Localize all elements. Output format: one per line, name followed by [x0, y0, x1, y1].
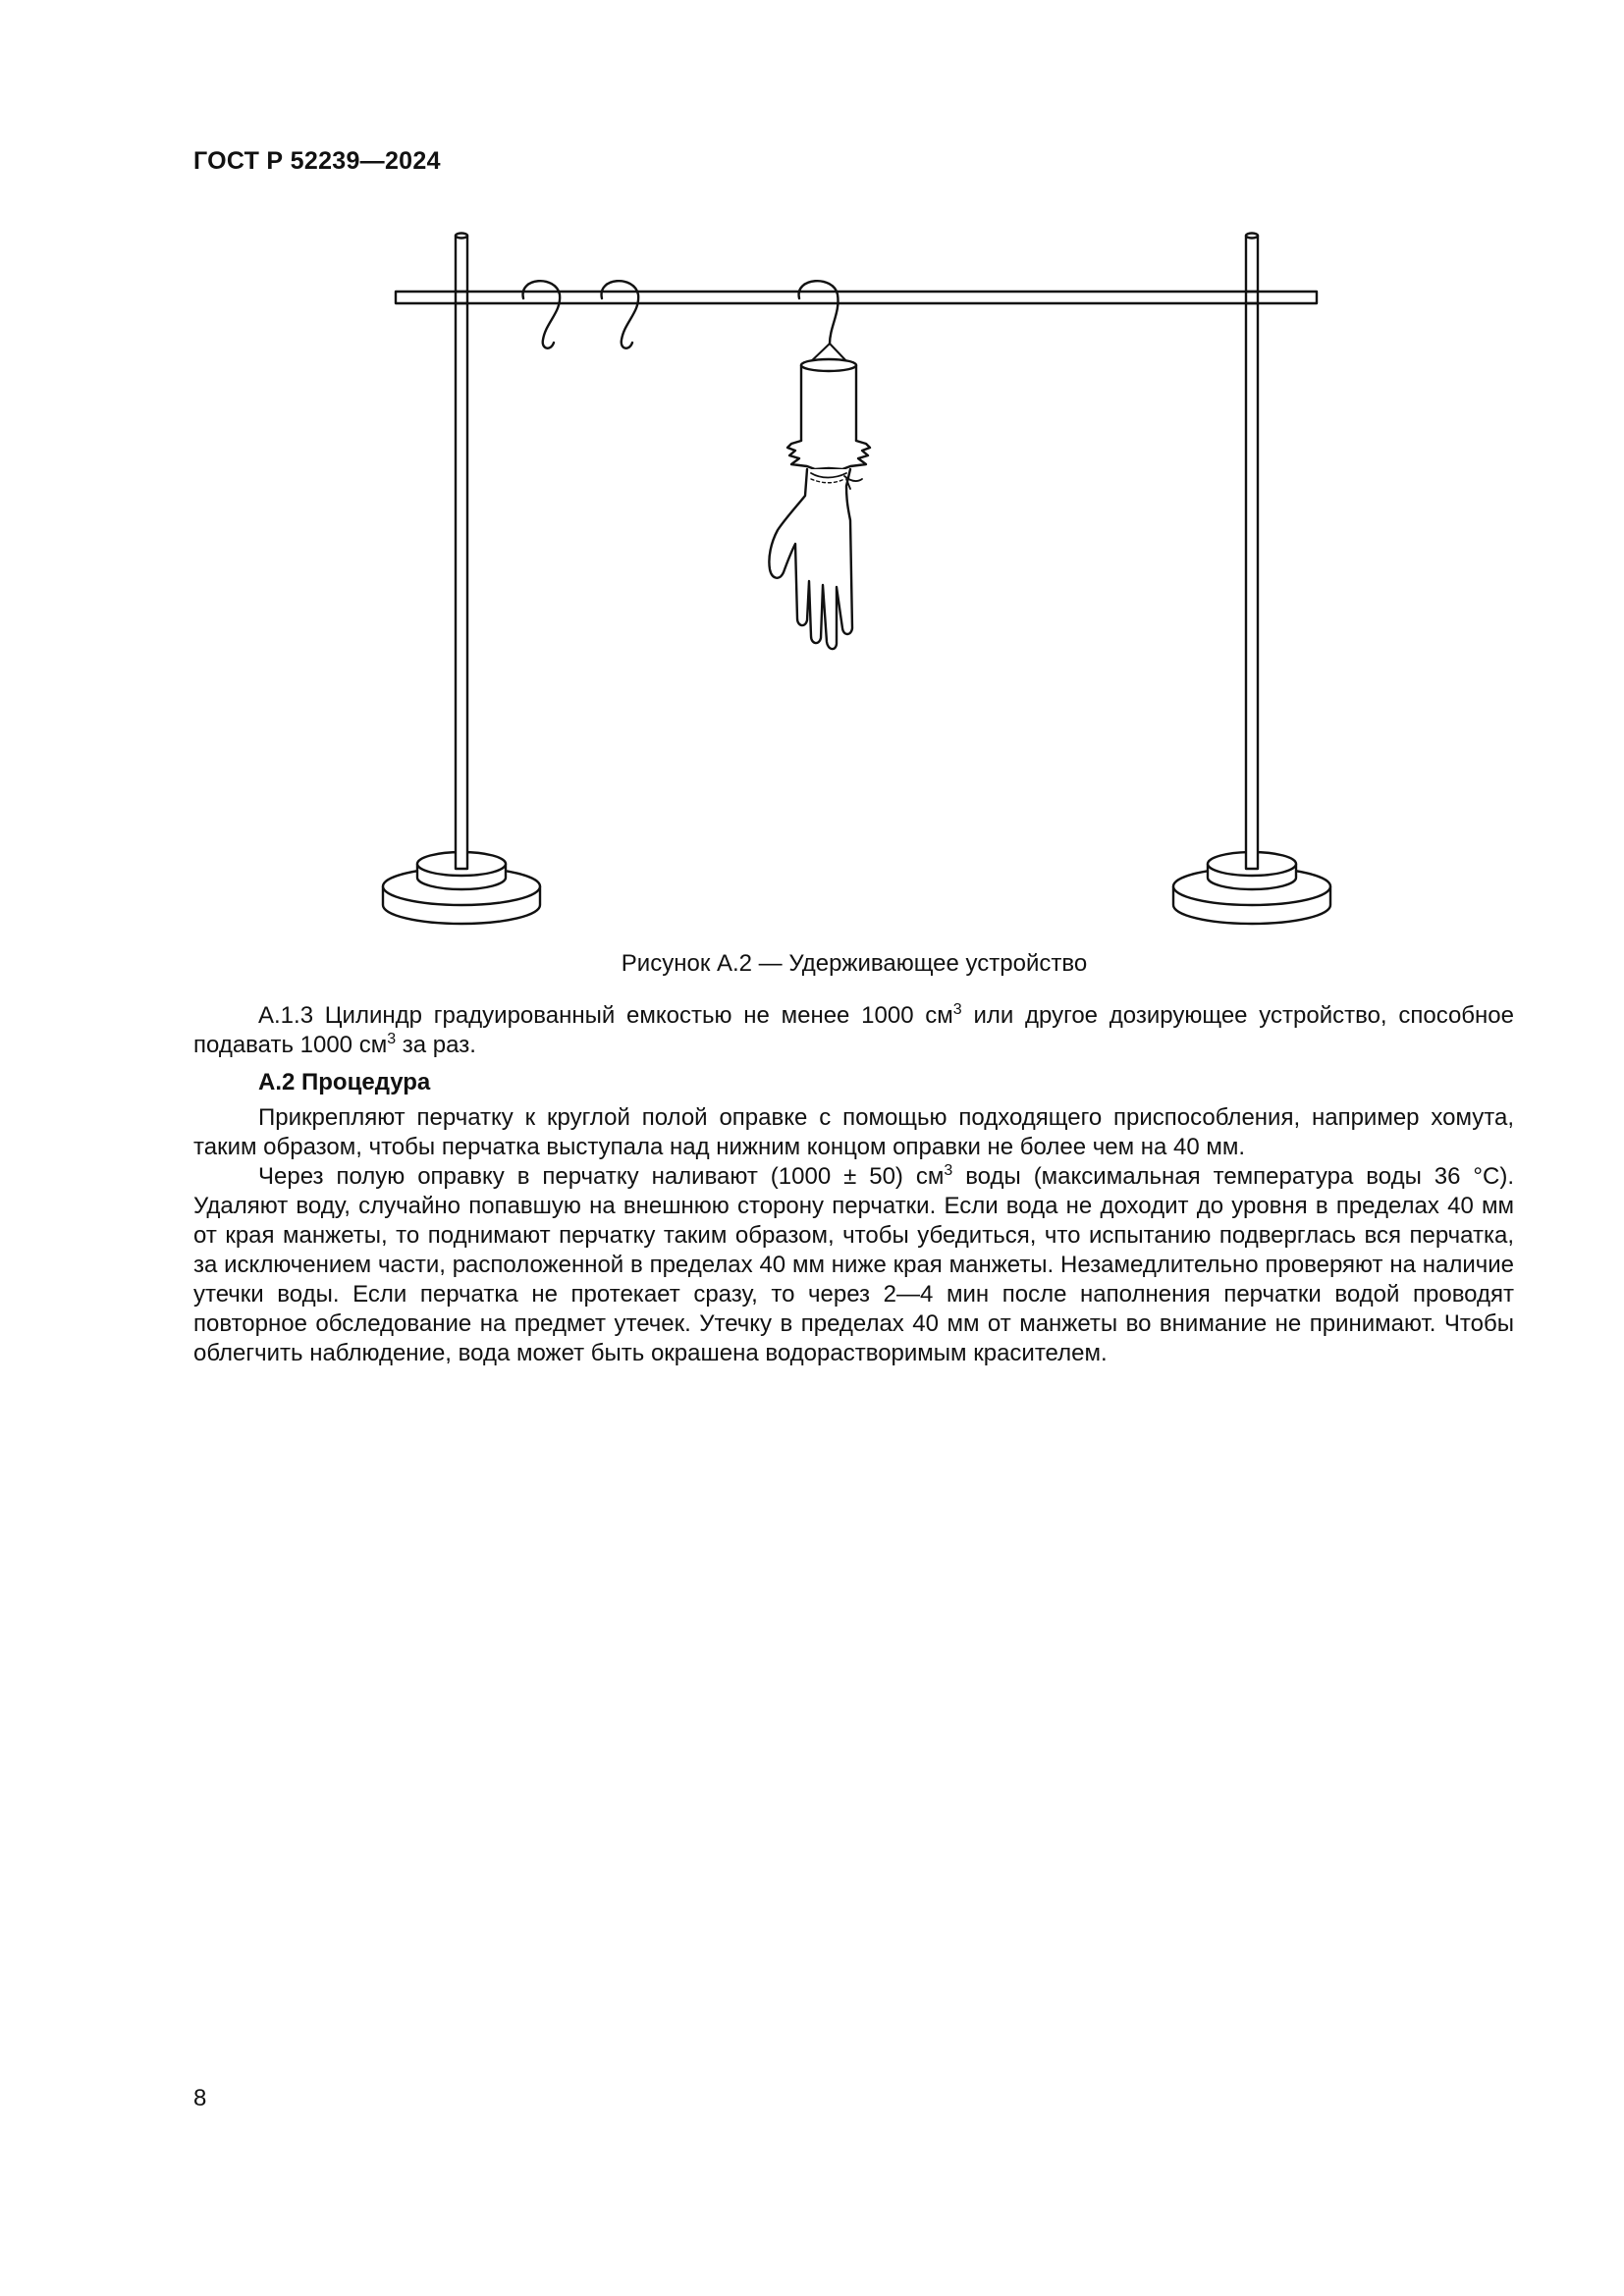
superscript-cube: 3	[944, 1162, 953, 1179]
paragraph-a2-2-text-1: Через полую оправку в перчатку наливают (1000 ± 50) см	[258, 1163, 945, 1190]
paragraph-a13-text-2: или другое дозирующее устройство, способное подавать 1000 см	[193, 1002, 1515, 1058]
paragraph-a13-text-1: А.1.3 Цилиндр градуированный емкостью не менее 1000 см	[258, 1002, 953, 1029]
superscript-cube: 3	[952, 1001, 962, 1018]
paragraph-a13-text-3: за раз.	[396, 1032, 476, 1058]
left-pole	[456, 234, 467, 870]
paragraph-a2-2	[193, 1162, 1514, 1368]
s-hook-3	[799, 281, 839, 344]
page-number: 8	[193, 2085, 207, 2111]
superscript-cube: 3	[387, 1031, 397, 1047]
right-pole	[1246, 234, 1258, 870]
paragraph-a2-1: Прикрепляют перчатку к круглой полой оправке с помощью подходящего приспособления, например хомута, таким образом, чтобы перчатка выступала над нижним концом оправки не более чем на 40 мм.	[193, 1104, 1514, 1160]
mandrel-cylinder	[787, 359, 870, 469]
holding-device-drawing	[363, 216, 1335, 962]
holding-device-figure	[363, 216, 1335, 962]
paragraph-a13	[193, 1001, 1514, 1060]
crossbar	[396, 292, 1317, 303]
document-body	[193, 1001, 1514, 1375]
document-header: ГОСТ Р 52239—2024	[193, 147, 441, 175]
figure-caption: Рисунок А.2 — Удерживающее устройство	[621, 950, 1088, 977]
section-heading-a2: А.2 Процедура	[258, 1069, 431, 1095]
paragraph-a2-2-text-2: воды (максимальная температура воды 36 °С). Удаляют воду, случайно попавшую на внешнюю сторону перчатки. Если вода не доходит до уровня в пределах 40 мм от края манжеты, то поднимают перчатку таким образом, чтобы убедиться, что испытанию подверглась вся перчатка, за исключением части, расположенной в пределах 40 мм ниже края манжеты. Незамедлительно проверяют на наличие утечки воды. Если перчатка не протекает сразу, то через 2—4 мин после наполнения перчатки водой проводят повторное обследование на предмет утечек. Утечку в пределах 40 мм от манжеты во внимание не принимают. Чтобы облегчить наблюдение, вода может быть окрашена водорастворимым красителем.	[193, 1163, 1515, 1366]
glove	[769, 469, 862, 649]
